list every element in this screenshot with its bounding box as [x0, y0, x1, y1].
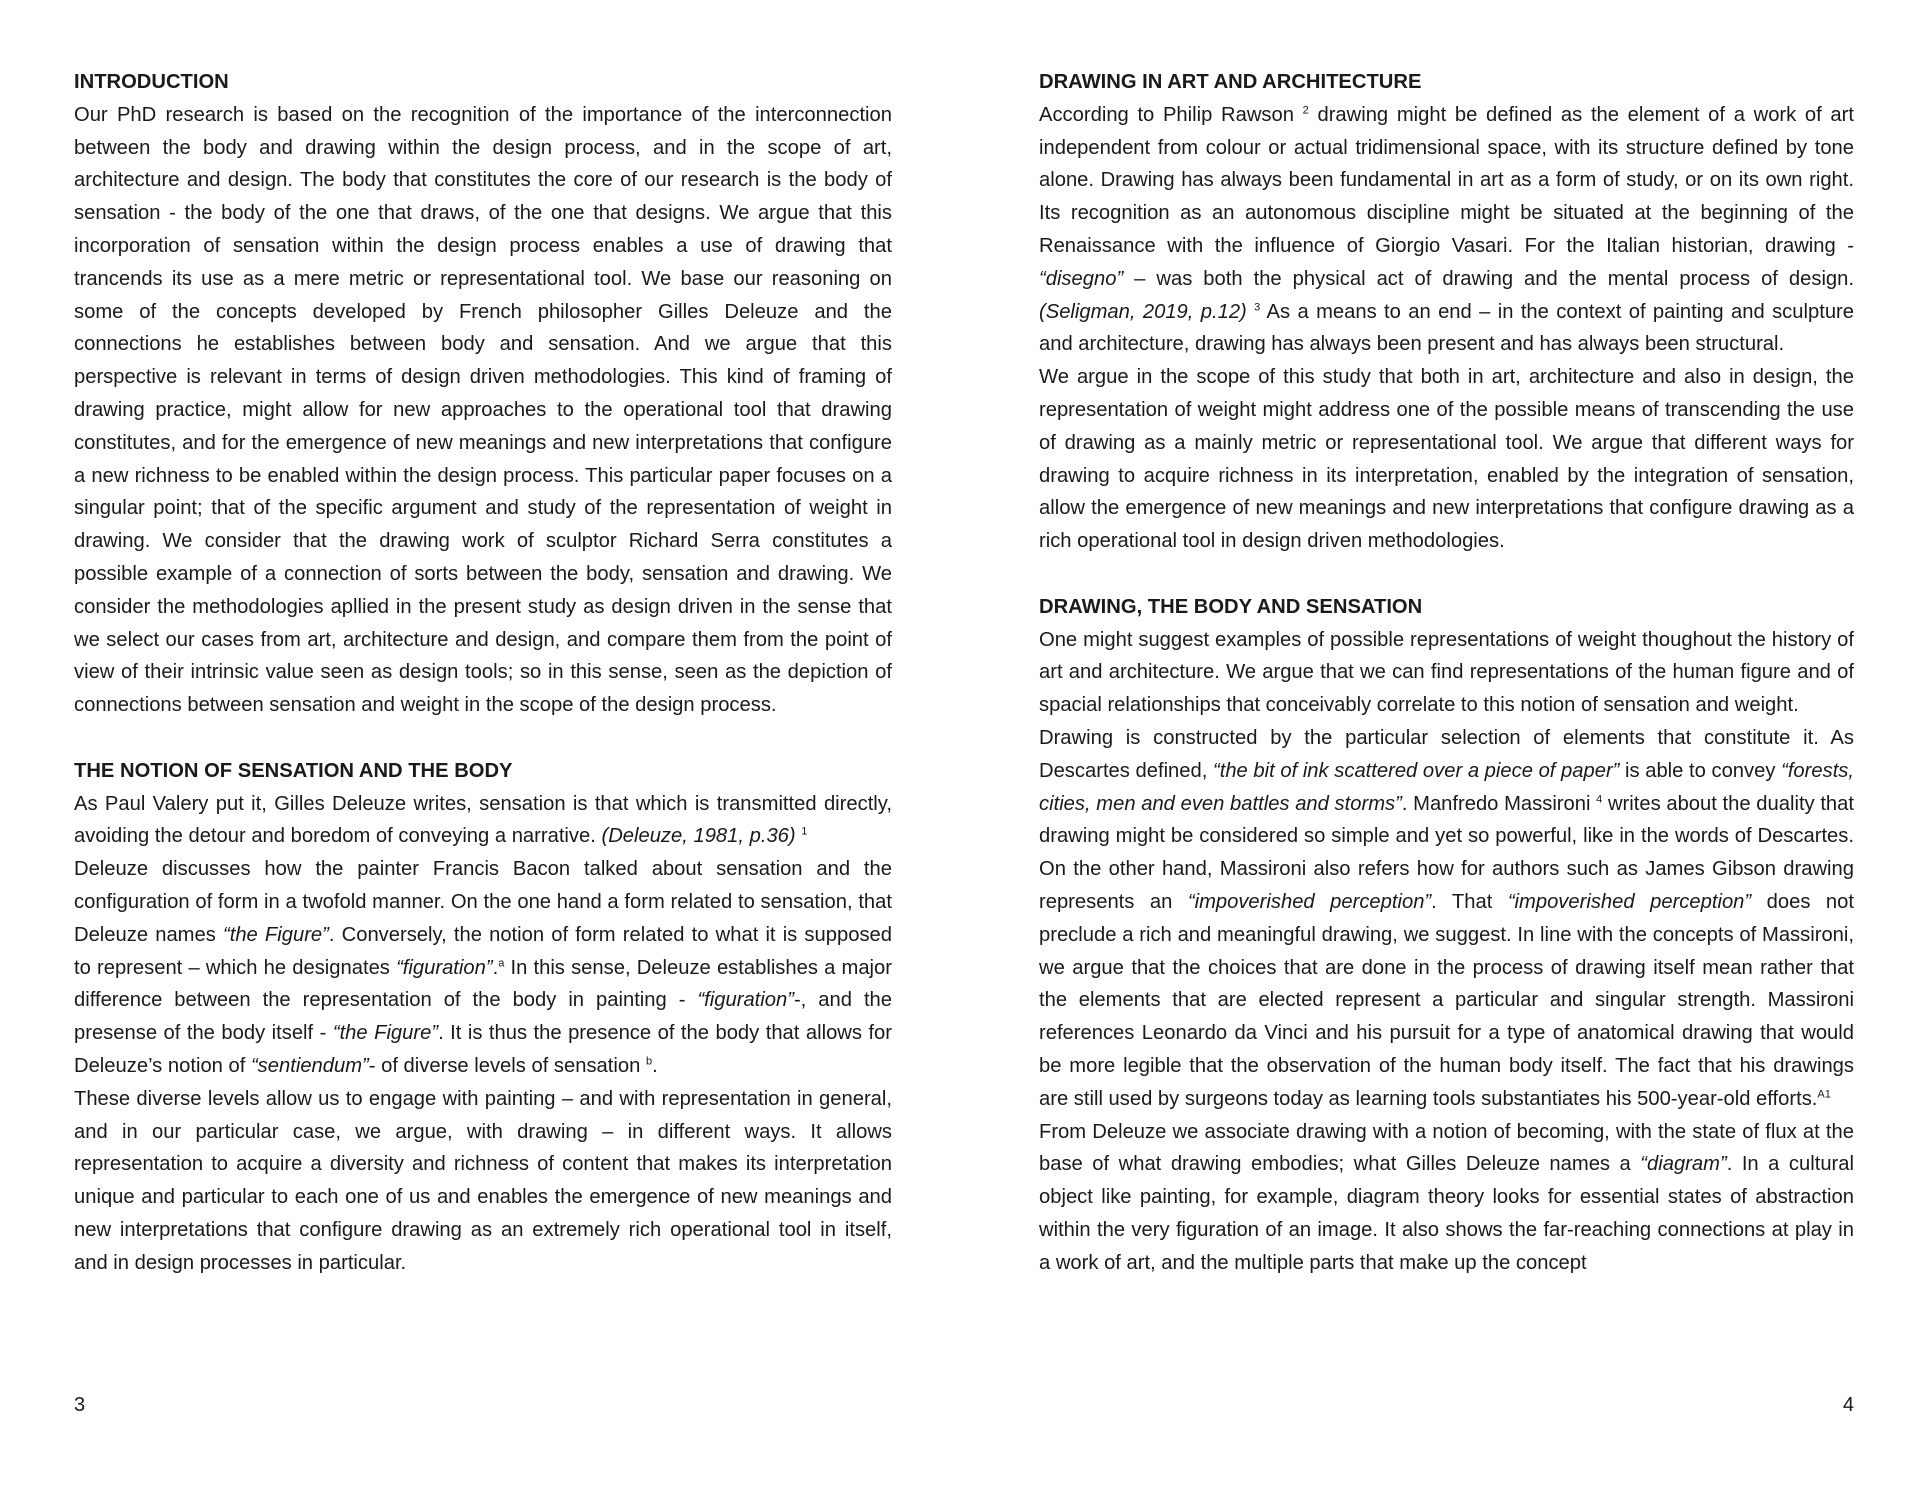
quoted-term: “impoverished perception”: [1507, 890, 1752, 913]
text-run: - of diverse levels of sensation: [368, 1054, 646, 1077]
text-run: does not preclude a rich and meaningful drawing, we suggest. In line with the concepts of Massironi, we argue that the choices that are done in the process of drawing itself mean rather that the elements that are elected represent a particular and singular strength. Massironi references Leonardo da Vinci and his pursuit for a type of anatomical drawing that would be more legible that the observation of the human body itself. The fact that his drawings are still used by surgeons today as learning tools substantiates his 500-year-old efforts.: [1039, 890, 1854, 1110]
citation: (Deleuze, 1981, p.36): [601, 825, 796, 848]
section-spacer: [74, 722, 892, 755]
text-run: In this sense, Deleuze establishes a major difference between the representation of the body in painting -: [74, 956, 892, 1012]
footnote-ref: a: [498, 956, 505, 969]
quoted-term: “sentiendum”: [250, 1054, 369, 1077]
section-heading-drawing-in-art: DRAWING IN ART AND ARCHITECTURE: [1039, 71, 1422, 93]
text-run: .: [492, 956, 499, 979]
introduction-paragraph: Our PhD research is based on the recognition of the importance of the interconnection between the body and drawing within the design process, and in the scope of art, architecture and design. The body that constitutes the core of our research is the body of sensation - the body of the one that draws, of the one that designs. We argue that this incorporation of sensation within the design process enables a use of drawing that trancends its use as a mere metric or representational tool. We base our reasoning on some of the concepts developed by French philosopher Gilles Deleuze and the connections he establishes between body and sensation. And we argue that this perspective is relevant in terms of design driven methodologies. This kind of framing of drawing practice, might allow for new approaches to the operational tool that drawing constitutes, and for the emergence of new meanings and new interpretations that configure a new richness to be enabled within the design process. This particular paper focuses on a singular point; that of the specific argument and study of the representation of weight in drawing. We consider that the drawing work of sculptor Richard Serra constitutes a possible example of a connection of sorts between the body, sensation and drawing. We consider the methodologies apllied in the present study as design driven in the sense that we select our cases from art, architecture and design, and compare them from the point of view of their intrinsic value seen as design tools; so in this sense, seen as the depiction of connections between sensation and weight in the scope of the design process.: [74, 103, 892, 717]
body-sensation-paragraph-1: One might suggest examples of possible representations of weight thoughout the history of art and architecture. We argue that we can find representations of the human figure and of spacial relationships that conceivably correlate to this notion of sensation and weight.: [1039, 628, 1854, 717]
notion-paragraph-2: [74, 853, 892, 1083]
text-run: . It is thus the presence of the body that allows for Deleuze’s notion of: [74, 1022, 893, 1077]
citation: (Seligman, 2019, p.12): [1039, 300, 1247, 323]
text-run: -, and the presense of the body itself -: [74, 989, 893, 1045]
page-number-left: 3: [74, 1394, 86, 1416]
text-run: As Paul Valery put it, Gilles Deleuze writes, sensation is that which is transmitted directly, avoiding the detour and boredom of conveying a narrative.: [74, 792, 892, 848]
notion-paragraph-1: [74, 788, 892, 854]
text-run: From Deleuze we associate drawing with a notion of becoming, with the state of flux at the base of what drawing embodies; what Gilles Deleuze names a: [1039, 1120, 1854, 1176]
quoted-term: “the Figure”: [332, 1022, 439, 1045]
left-page-column: [74, 66, 892, 1279]
section-heading-introduction: INTRODUCTION: [74, 71, 229, 93]
footnote-ref: 3: [1254, 300, 1261, 313]
text-run: writes about the duality that drawing might be considered so simple and yet so powerful, like in the words of Descartes. On the other hand, Massironi also refers how for authors such as James Gibson drawing represents an: [1039, 792, 1854, 913]
quotation: “the bit of ink scattered over a piece of paper”: [1212, 759, 1620, 782]
section-heading-notion-of-sensation: THE NOTION OF SENSATION AND THE BODY: [74, 759, 513, 782]
quoted-term: “impoverished perception”: [1187, 890, 1432, 913]
body-sensation-paragraph-2: [1039, 722, 1854, 1116]
text-run: . Conversely, the notion of form related to what it is supposed to represent – which he designates: [74, 923, 892, 979]
body-sensation-paragraph-3: [1039, 1116, 1854, 1280]
text-run: Deleuze discusses how the painter Francis Bacon talked about sensation and the configuration of form in a twofold manner. On the one hand a form related to sensation, that Deleuze names: [74, 858, 892, 946]
section-heading-body-and-sensation: DRAWING, THE BODY AND SENSATION: [1039, 595, 1423, 618]
quoted-term: “figuration”: [697, 989, 794, 1012]
text-run: .: [652, 1054, 658, 1077]
notion-paragraph-3: These diverse levels allow us to engage with painting – and with representation in general, and in our particular case, we argue, with drawing – in different ways. It allows representation to acquire a diversity and richness of content that makes its interpretation unique and particular to each one of us and enables the emergence of new meanings and new interpretations that configure drawing as an extremely rich operational tool in itself, and in design processes in particular.: [74, 1087, 892, 1274]
text-run: Drawing is constructed by the particular selection of elements that constitute it. As Descartes defined,: [1039, 726, 1854, 782]
drawing-art-paragraph-2: We argue in the scope of this study that both in art, architecture and also in design, the representation of weight might address one of the possible means of transcending the use of drawing as a mainly metric or representational tool. We argue that different ways for drawing to acquire richness in its interpretation, enabled by the integration of sensation, allow the emergence of new meanings and new interpretations that configure drawing as a rich operational tool in design driven methodologies.: [1039, 366, 1854, 553]
right-page-column: [1039, 66, 1854, 1279]
text-run: . That: [1431, 890, 1508, 913]
text-run: As a means to an end – in the context of painting and sculpture and architecture, drawing has always been present and has always been structural.: [1039, 300, 1854, 356]
text-run: According to Philip Rawson: [1039, 103, 1303, 126]
section-spacer: [1039, 558, 1854, 591]
drawing-art-paragraph-1: [1039, 99, 1854, 361]
quoted-term: “figuration”: [396, 956, 493, 979]
footnote-ref: 1: [801, 825, 808, 838]
footnote-ref: 4: [1596, 792, 1603, 805]
quoted-term: “disegno”: [1039, 267, 1124, 290]
text-run: is able to convey: [1619, 759, 1782, 782]
text-run: . Manfredo Massironi: [1401, 792, 1597, 815]
footnote-ref: b: [645, 1055, 653, 1068]
page-number-right: 4: [1842, 1394, 1854, 1416]
text-run: – was both the physical act of drawing and the mental process of design.: [1123, 267, 1854, 290]
quotation: “forests, cities, men and even battles and storms”: [1039, 759, 1855, 815]
text-run: drawing might be defined as the element of a work of art independent from colour or actual tridimensional space, with its structure defined by tone alone. Drawing has always been fundamental in art as a form of study, or on its own right. Its recognition as an autonomous discipline might be situated at the beginning of the Renaissance with the influence of Giorgio Vasari. For the Italian historian, drawing -: [1039, 103, 1854, 257]
quoted-term: “diagram”: [1640, 1153, 1727, 1176]
footnote-ref: A1: [1817, 1087, 1831, 1100]
footnote-ref: 2: [1302, 104, 1309, 117]
text-run: . In a cultural object like painting, for example, diagram theory looks for essential states of abstraction within the very figuration of an image. It also shows the far-reaching connections at play in a work of art, and the multiple parts that make up the concept: [1039, 1153, 1854, 1274]
quoted-term: “the Figure”: [222, 923, 329, 946]
